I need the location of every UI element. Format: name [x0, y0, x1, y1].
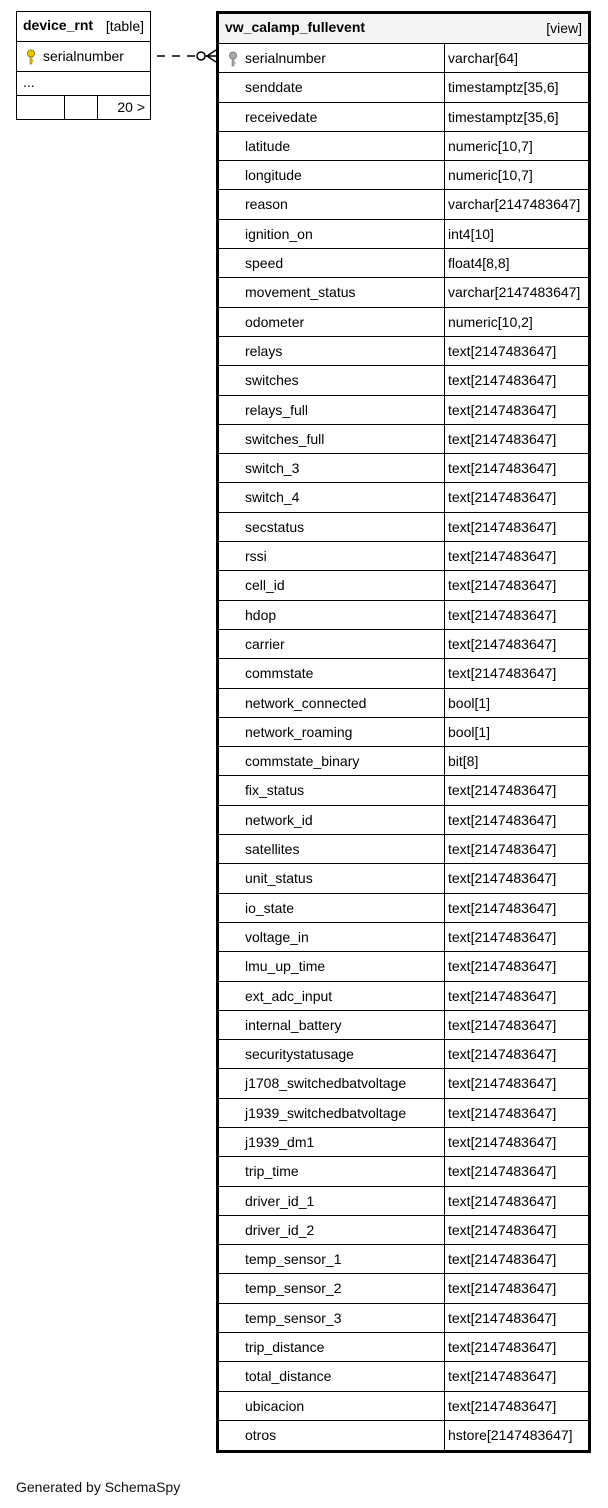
column-type: text[2147483647] [448, 928, 557, 945]
table-row [219, 454, 588, 483]
table-row [219, 689, 588, 718]
column-type: text[2147483647] [448, 958, 557, 975]
column-type: text[2147483647] [448, 635, 557, 652]
column-type: text[2147483647] [448, 665, 557, 682]
column-name: satellites [245, 841, 300, 858]
column-type: text[2147483647] [448, 1309, 557, 1326]
column-type: text[2147483647] [448, 1339, 557, 1356]
column-name: voltage_in [245, 928, 309, 945]
column-type: text[2147483647] [448, 1133, 557, 1150]
table-row [219, 923, 588, 952]
column-type: text[2147483647] [448, 1251, 557, 1268]
table-row [219, 718, 588, 747]
column-type: text[2147483647] [448, 401, 557, 418]
column-name: receivedate [245, 108, 318, 125]
table-row [219, 982, 588, 1011]
table-row [219, 1157, 588, 1186]
column-name: carrier [245, 635, 285, 652]
view-header [219, 14, 588, 44]
table-row [219, 161, 588, 190]
table-row [219, 220, 588, 249]
table-row [219, 366, 588, 395]
table-row [219, 776, 588, 805]
column-type: text[2147483647] [448, 1221, 557, 1238]
table-row [219, 1011, 588, 1040]
column-name: reason [245, 196, 288, 213]
primary-key-icon [25, 49, 37, 65]
column-type: text[2147483647] [448, 430, 557, 447]
column-name: longitude [245, 167, 302, 184]
column-name: secstatus [245, 518, 305, 535]
table-row [219, 1421, 588, 1450]
column-name: relays [245, 342, 283, 359]
column-type: bit[8] [448, 753, 479, 770]
column-type: timestamptz[35,6] [448, 79, 559, 96]
table-row [219, 1040, 588, 1069]
table-row [219, 630, 588, 659]
table-footer [17, 96, 150, 119]
column-name: speed [245, 255, 284, 272]
column-type: text[2147483647] [448, 372, 557, 389]
table-row [219, 542, 588, 571]
table-row [219, 571, 588, 600]
column-type: text[2147483647] [448, 489, 557, 506]
column-type: text[2147483647] [448, 841, 557, 858]
table-row [219, 659, 588, 688]
column-name: network_roaming [245, 723, 353, 740]
column-type: text[2147483647] [448, 1280, 557, 1297]
table-row [219, 864, 588, 893]
column-type: text[2147483647] [448, 1368, 557, 1385]
table-row [219, 952, 588, 981]
column-type: text[2147483647] [448, 1163, 557, 1180]
table-row [219, 308, 588, 337]
column-name: switch_4 [245, 489, 300, 506]
column-name: serialnumber [245, 50, 326, 66]
column-name: relays_full [245, 401, 309, 418]
view-columns [219, 44, 588, 1450]
column-type: text[2147483647] [448, 1104, 557, 1121]
table-row [219, 1362, 588, 1391]
table-row [219, 806, 588, 835]
column-name: otros [245, 1426, 277, 1443]
table-row [219, 1216, 588, 1245]
column-name: securitystatusage [245, 1046, 354, 1063]
table-row [219, 513, 588, 542]
table-row [219, 1333, 588, 1362]
table-row [219, 396, 588, 425]
column-type: text[2147483647] [448, 342, 557, 359]
column-type: varchar[64] [448, 50, 519, 66]
column-name: commstate [245, 665, 314, 682]
ellipsis: ... [23, 74, 35, 90]
column-type: int4[10] [448, 225, 494, 242]
column-type: varchar[2147483647] [448, 196, 581, 213]
table-row [219, 835, 588, 864]
column-type: text[2147483647] [448, 811, 557, 828]
column-name: internal_battery [245, 1016, 342, 1033]
column-type: text[2147483647] [448, 1397, 557, 1414]
column-type: text[2147483647] [448, 460, 557, 477]
column-name: j1939_dm1 [245, 1133, 315, 1150]
column-type: text[2147483647] [448, 782, 557, 799]
table-row [219, 483, 588, 512]
column-name: j1939_switchedbatvoltage [245, 1104, 407, 1121]
table-row [219, 894, 588, 923]
column-name: ignition_on [245, 225, 313, 242]
column-type: text[2147483647] [448, 606, 557, 623]
column-type: bool[1] [448, 694, 491, 711]
column-type: text[2147483647] [448, 548, 557, 565]
column-type: timestamptz[35,6] [448, 108, 559, 125]
column-name: lmu_up_time [245, 958, 326, 975]
column-name: driver_id_2 [245, 1221, 315, 1238]
table-row [219, 190, 588, 219]
column-name: io_state [245, 899, 295, 916]
parent-count-cell [17, 96, 65, 119]
column-name: trip_time [245, 1163, 299, 1180]
rows-cell [65, 96, 98, 119]
column-type: bool[1] [448, 723, 491, 740]
children-count[interactable]: 20 > [117, 99, 145, 115]
table-row [219, 249, 588, 278]
column-type: text[2147483647] [448, 1016, 557, 1033]
table-kind: [table] [105, 18, 144, 34]
column-type: text[2147483647] [448, 1046, 557, 1063]
column-name: total_distance [245, 1368, 332, 1385]
table-header [17, 12, 150, 42]
column-type: text[2147483647] [448, 987, 557, 1004]
table-row [219, 337, 588, 366]
column-type: text[2147483647] [448, 577, 557, 594]
column-name: switches_full [245, 430, 325, 447]
column-name: switch_3 [245, 460, 300, 477]
column-name: switches [245, 372, 299, 389]
view-name[interactable]: vw_calamp_fullevent [225, 19, 366, 35]
column-name: fix_status [245, 782, 305, 799]
column-name: rssi [245, 548, 267, 565]
column-name: senddate [245, 79, 303, 96]
column-name: network_id [245, 811, 313, 828]
column-type: varchar[2147483647] [448, 284, 581, 301]
column-name: cell_id [245, 577, 285, 594]
column-name: trip_distance [245, 1339, 325, 1356]
table-row [219, 425, 588, 454]
column-name: driver_id_1 [245, 1192, 315, 1209]
column-name: odometer [245, 313, 305, 330]
table-row [219, 1245, 588, 1274]
column-type: text[2147483647] [448, 870, 557, 887]
table-row [219, 73, 588, 102]
column-name: commstate_binary [245, 753, 360, 770]
table-row [219, 1304, 588, 1333]
column-type: text[2147483647] [448, 518, 557, 535]
table-row [17, 42, 150, 72]
column-name: network_connected [245, 694, 367, 711]
column-type: hstore[2147483647] [448, 1426, 573, 1443]
table-row [219, 1392, 588, 1421]
table-row [219, 1069, 588, 1098]
table-name[interactable]: device_rnt [23, 17, 94, 33]
foreign-key-icon [227, 51, 239, 67]
column-name: temp_sensor_1 [245, 1251, 342, 1268]
table-row [219, 601, 588, 630]
more-columns-row [17, 72, 150, 96]
table-row [219, 1187, 588, 1216]
column-name: ubicacion [245, 1397, 305, 1414]
column-name: movement_status [245, 284, 356, 301]
column-name: hdop [245, 606, 277, 623]
column-type: text[2147483647] [448, 1192, 557, 1209]
view-vw-calamp-fullevent[interactable] [216, 11, 591, 1453]
column-name: unit_status [245, 870, 313, 887]
table-row [219, 103, 588, 132]
column-name: serialnumber [43, 48, 124, 64]
column-type: text[2147483647] [448, 899, 557, 916]
column-type: numeric[10,7] [448, 137, 533, 154]
column-type: float4[8,8] [448, 255, 510, 272]
view-kind: [view] [546, 20, 582, 36]
footer-credit: Generated by SchemaSpy [16, 1479, 181, 1495]
table-row [219, 747, 588, 776]
table-row [219, 278, 588, 307]
column-name: ext_adc_input [245, 987, 333, 1004]
table-row [219, 44, 588, 73]
column-type: numeric[10,7] [448, 167, 533, 184]
column-name: j1708_switchedbatvoltage [245, 1075, 407, 1092]
column-name: temp_sensor_3 [245, 1309, 342, 1326]
table-row [219, 1128, 588, 1157]
table-device-rnt[interactable] [16, 11, 151, 120]
column-name: latitude [245, 137, 291, 154]
table-row [219, 132, 588, 161]
table-row [219, 1274, 588, 1303]
column-type: numeric[10,2] [448, 313, 533, 330]
table-row [219, 1099, 588, 1128]
column-type: text[2147483647] [448, 1075, 557, 1092]
column-name: temp_sensor_2 [245, 1280, 342, 1297]
